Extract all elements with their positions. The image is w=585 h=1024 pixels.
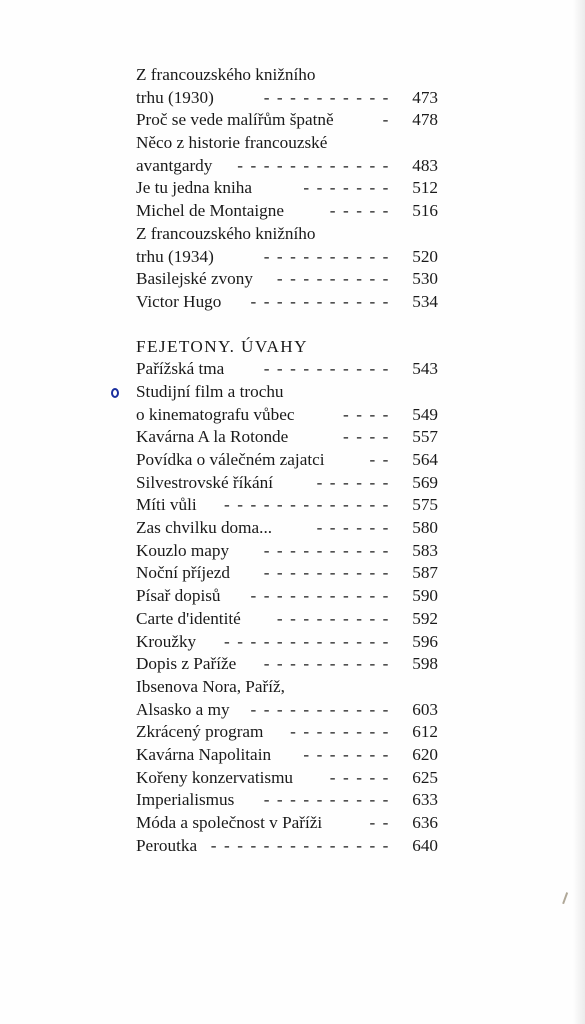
toc-entry-leader: - - - - - - - - - - — [263, 87, 390, 107]
toc-entry — [136, 517, 438, 540]
toc-entry-title: Ibsenova Nora, Paříž, — [136, 676, 285, 696]
toc-entry — [136, 200, 438, 223]
toc-entry-page-number: 543 — [412, 359, 438, 379]
toc-entry-title: Kroužky — [136, 631, 197, 651]
toc-entry-title: Kořeny konzervatismu — [136, 767, 294, 787]
toc-entry-title: o kinematografu vůbec — [136, 404, 295, 424]
toc-entry-page-number: 587 — [412, 563, 438, 583]
toc-entry-title: Je tu jedna kniha — [136, 178, 252, 198]
toc-entry-page-number: 478 — [412, 110, 438, 130]
toc-entry — [136, 87, 438, 110]
toc-entry — [136, 291, 438, 314]
toc-entry — [136, 223, 438, 246]
toc-entry — [136, 449, 438, 472]
toc-entry-leader: - - - - — [343, 427, 390, 447]
toc-entry — [136, 585, 438, 608]
toc-entry-page-number: 620 — [412, 744, 438, 764]
toc-entry-leader: - - - - - - - - - - - — [250, 586, 390, 606]
toc-entry-title: Z francouzského knižního — [136, 223, 316, 243]
toc-entry — [136, 381, 438, 404]
toc-entry — [136, 177, 438, 200]
toc-entry-page-number: 557 — [412, 427, 438, 447]
paper-speck — [562, 892, 573, 906]
toc-entry-leader: - - - - - - - - - - — [263, 654, 390, 674]
toc-entry — [136, 653, 438, 676]
toc-entry-title: Povídka o válečném zajatci — [136, 450, 325, 469]
toc-entry-title: Basilejské zvony — [136, 269, 253, 289]
circle-pen-mark-icon — [111, 388, 119, 398]
toc-entry-leader: - - - - - - - - - — [276, 269, 390, 289]
toc-entry-title: Michel de Montaigne — [136, 201, 284, 221]
toc-entry — [136, 494, 438, 517]
toc-entry-page-number: 575 — [412, 495, 438, 515]
toc-entry-leader: - - - - - - - — [303, 744, 390, 764]
toc-entry — [136, 132, 438, 155]
toc-entry — [136, 246, 438, 269]
toc-entry-leader: - - - - - - - - - - - - - - — [210, 835, 390, 855]
toc-entry-page-number: 534 — [412, 291, 438, 311]
toc-group-essays — [136, 64, 438, 314]
toc-entry-title: Z francouzského knižního — [136, 65, 316, 84]
toc-entry-leader: - - - - - - - - - - - - - — [224, 495, 390, 515]
toc-entry-title: trhu (1934) — [136, 246, 214, 266]
page-edge-shadow — [573, 0, 585, 1024]
toc-entry-leader: - - - - - - - — [303, 178, 390, 198]
toc-entry-title: Zas chvilku doma... — [136, 518, 273, 538]
toc-entry-title: Písař dopisů — [136, 586, 221, 606]
toc-entry — [136, 64, 438, 87]
toc-entry-leader: - - - - - - - - - — [276, 608, 390, 628]
toc-entry — [136, 404, 438, 427]
section-heading: FEJETONY. ÚVAHY — [136, 336, 308, 356]
toc-entry-leader: - - - - - - - - - - - - — [237, 155, 390, 175]
toc-entry — [136, 472, 438, 495]
toc-entry-title: Silvestrovské říkání — [136, 472, 274, 492]
toc-entry — [136, 676, 438, 699]
toc-entry-leader: - - - - — [343, 404, 390, 424]
toc-entry-leader: - - - - - - - - - - - - - — [224, 631, 390, 651]
toc-entry-page-number: 612 — [412, 722, 438, 742]
toc-entry-title: Victor Hugo — [136, 291, 222, 311]
toc-entry-title: Carte d'identité — [136, 608, 241, 628]
toc-entry-page-number: 598 — [412, 654, 438, 674]
toc-entry-leader: - - - - - - - - - - — [263, 246, 390, 266]
toc-entry-title: Kavárna A la Rotonde — [136, 427, 289, 447]
toc-entry — [136, 268, 438, 291]
toc-entry-page-number: 580 — [412, 518, 438, 538]
toc-entry — [136, 721, 438, 744]
toc-entry-leader: - — [382, 110, 390, 130]
toc-entry-page-number: 549 — [412, 404, 438, 424]
toc-group-feuilletons — [136, 358, 438, 857]
toc-entry-page-number: 583 — [412, 540, 438, 560]
toc-entry-page-number: 625 — [412, 767, 438, 787]
toc-entry — [136, 109, 438, 132]
toc-entry-title: Móda a společnost v Paříži — [136, 813, 323, 832]
toc-entry-title: Něco z historie francouzské — [136, 133, 328, 153]
toc-entry — [136, 540, 438, 563]
toc-entry — [136, 699, 438, 722]
toc-entry-title: trhu (1930) — [136, 87, 214, 107]
toc-entry-title: Míti vůli — [136, 495, 197, 515]
toc-entry-title: Peroutka — [136, 835, 198, 855]
toc-entry-page-number: 633 — [412, 790, 438, 810]
toc-entry-title: avantgardy — [136, 155, 213, 175]
toc-entry-title: Kavárna Napolitain — [136, 744, 272, 764]
toc-entry-leader: - - - - - — [329, 767, 390, 787]
toc-entry-title: Proč se vede malířům špatně — [136, 110, 334, 130]
toc-entry-page-number: 530 — [412, 269, 438, 289]
toc-entry-leader: - - - - - - - - - - — [263, 359, 390, 379]
toc-entry — [136, 562, 438, 585]
toc-entry — [136, 812, 438, 835]
toc-entry-page-number: 483 — [412, 155, 438, 175]
toc-entry-page-number: 636 — [412, 813, 438, 832]
toc-entry-page-number: 590 — [412, 586, 438, 606]
toc-entry-title: Imperialismus — [136, 790, 235, 810]
toc-entry-leader: - - — [369, 450, 390, 469]
toc-entry-title: Studijní film a trochu — [136, 381, 284, 401]
toc-entry — [136, 608, 438, 631]
toc-entry — [136, 789, 438, 812]
toc-entry — [136, 426, 438, 449]
toc-entry-leader: - - - - - - - - — [290, 722, 390, 742]
toc-entry-page-number: 592 — [412, 608, 438, 628]
table-of-contents — [136, 64, 438, 857]
toc-entry-title: Zkrácený program — [136, 722, 264, 742]
toc-entry-leader: - - — [369, 813, 390, 832]
toc-entry — [136, 767, 438, 790]
toc-entry-page-number: 473 — [412, 87, 438, 107]
toc-entry-title: Alsasko a my — [136, 699, 230, 719]
toc-entry — [136, 835, 438, 858]
toc-entry-leader: - - - - - - - - - - — [263, 540, 390, 560]
toc-entry-leader: - - - - - - - - - - — [263, 563, 390, 583]
toc-entry-title: Kouzlo mapy — [136, 540, 230, 560]
toc-entry-leader: - - - - - - — [316, 518, 390, 538]
toc-entry-leader: - - - - - - - - - - - — [250, 699, 390, 719]
toc-entry-title: Dopis z Paříže — [136, 654, 237, 674]
toc-entry-leader: - - - - - - — [316, 472, 390, 492]
toc-entry-title: Noční příjezd — [136, 563, 231, 583]
toc-entry-page-number: 512 — [412, 178, 438, 198]
toc-entry-leader: - - - - - — [329, 201, 390, 221]
toc-entry — [136, 631, 438, 654]
toc-entry-page-number: 516 — [412, 201, 438, 221]
toc-entry — [136, 744, 438, 767]
toc-entry-title: Pařížská tma — [136, 359, 225, 379]
toc-entry-page-number: 640 — [412, 835, 438, 855]
toc-entry — [136, 358, 438, 381]
toc-entry-page-number: 569 — [412, 472, 438, 492]
toc-entry-page-number: 520 — [412, 246, 438, 266]
toc-entry-page-number: 596 — [412, 631, 438, 651]
toc-entry-leader: - - - - - - - - - - — [263, 790, 390, 810]
toc-entry-leader: - - - - - - - - - - - — [250, 291, 390, 311]
toc-entry — [136, 155, 438, 178]
toc-entry-page-number: 564 — [412, 450, 438, 469]
toc-entry-page-number: 603 — [412, 699, 438, 719]
